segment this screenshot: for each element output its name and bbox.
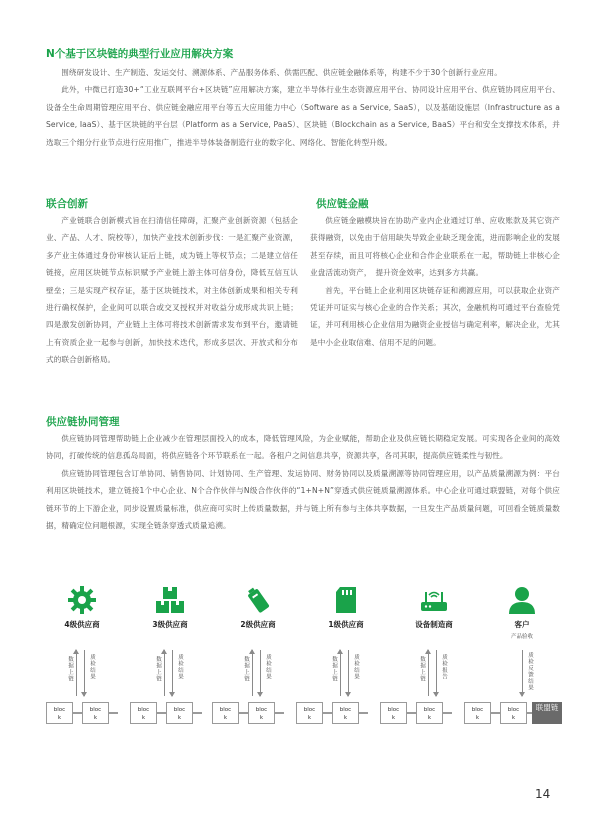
node-manufacturer [394,584,474,630]
arrow-up-icon [340,650,341,696]
boxes-icon [154,584,186,616]
joint-innovation-text: 产业链联合创新模式旨在扫清信任障碍，汇聚产业创新资源（包括企业、产品、人才、院校等），加快产业技术创新步伐：一是汇聚产业资源，多产业主体通过身份审核认证后上链，成为链上等权节点；二是建立信任链接，应用区块链节点标识赋予产业链上游主体可信身份，降低互信互认壁垒；三是实现产权存证，基于区块链技术，对主体创新成果和相关专利进行确权保护，企业间可以联合或交叉授权并对收益分成形成共识上链；四是激发创新协同，产业链上主体可将技术创新需求发布到平台，邀请链上有资质企业一起参与创新，加快技术迭代，形成多层次、开放式和分布式的联合创新格局。 [46,216,298,365]
node-label: 4级供应商 [64,620,100,629]
block: bloc k [380,702,407,724]
node-label: 设备制造商 [415,620,453,629]
flow-up-label: 数据上链 [67,656,73,682]
block: bloc k [296,702,323,724]
flow-manufacturer [416,650,456,696]
block: bloc k [130,702,157,724]
supply-chain-collab-block [46,430,560,534]
arrow-up-icon [76,650,77,696]
block: bloc k [248,702,275,724]
alliance-chain-label: 联盟链 [532,702,562,724]
node-customer [482,584,562,640]
arrow-down-icon [84,650,85,696]
node-label: 3级供应商 [152,620,188,629]
arrow-up-icon [252,650,253,696]
supply-chain-collab-text-2: 供应链协同管理包含订单协同、销售协同、计划协同、生产管理、发运协同、财务协同以及质量溯源等协同管理应用，以产品质量溯源为例：平台利用区块链技术，建立链接1个中心企业、N个合作伙伴与N级合作伙伴的“1+N+N”穿透式供应链质量溯源体系。中心企业可通过联盟链，对每个供应链环节的上下游企业，同步设置质量标准，供应商可实时上传质量数据，并与链上所有参与主体共享数据，一旦发生产品质量问题，可回看全链质量数据，精确定位问题根源，实现全链条穿透式质量追溯。 [46,468,560,531]
joint-innovation-block [46,212,298,369]
supply-chain-finance-block [310,212,560,351]
arrow-down-icon [436,650,437,696]
arrow-up-icon [428,650,429,696]
page-number: 14 [535,787,551,801]
flow-tier4 [64,650,104,696]
intro-block [46,64,560,151]
node-tier4 [42,584,122,630]
node-tier2 [218,584,298,630]
block: bloc k [416,702,443,724]
final-flow-label: 质检反馈结果 [527,652,533,691]
user-icon [506,584,538,616]
flow-customer [512,650,552,696]
node-label: 客户 [514,620,530,629]
flow-up-label: 数据上链 [419,656,425,682]
gear-icon [66,584,98,616]
supply-chain-finance-text-1: 供应链金融模块旨在协助产业内企业通过订单、应收账款及其它资产获得融资，以免由于信用缺失导致企业缺乏现金流，进而影响企业的发展甚至存续，而且可将核心企业和合作企业联系在一起，帮助链上非核心企业盘活流动资产， 提升资金效率，达到多方共赢。 [310,216,560,278]
section-title-supply-chain-finance: 供应链金融 [316,198,369,210]
supply-chain-finance-text-2: 首先，平台链上企业利用区块链存证和溯源应用，可以获取企业资产凭证并可证实与核心企业的合作关系；其次，金融机构可通过平台查验凭证，并可利用核心企业信用为融资企业授信与确定利率，解决企业，尤其是中小企业取信难、信用不足的问题。 [310,285,560,347]
arrow-down-icon [522,650,523,696]
flow-up-label: 数据上链 [331,656,337,682]
node-label: 1级供应商 [328,620,364,629]
block: bloc k [166,702,193,724]
block: bloc k [464,702,491,724]
arrow-up-icon [164,650,165,696]
flow-tier2 [240,650,280,696]
flow-tier1 [328,650,368,696]
node-tier3 [130,584,210,630]
block: bloc k [500,702,527,724]
customer-note: 产品验收 [510,634,533,640]
node-tier1 [306,584,386,630]
arrow-down-icon [172,650,173,696]
supply-chain-collab-text-1: 供应链协同管理帮助链上企业减少在管理层面投入的成本，降低管理风险，为企业赋能，帮助企业及供应链长期稳定发展。可实现各企业间的高效协同，打破传统的信息孤岛局面，将供应链各个环节联系在一起。各租户之间信息共享，资源共享，各司其职，提高供应链柔性与韧性。 [46,434,560,461]
flow-tier3 [152,650,192,696]
sd-card-icon [330,584,362,616]
block: bloc k [212,702,239,724]
flow-down-label: 质检结果 [265,654,271,680]
section-title-supply-chain-collab: 供应链协同管理 [46,416,120,428]
intro-paragraph-2: 此外，中微已打造30+“工业互联网平台+区块链”应用解决方案，建立半导体行业生态资源应用平台、协同设计应用平台、供应链协同应用平台、设备全生命周期管理应用平台、供应链金融应用平台等五大应用能力中心（Software as a Service, SaaS），以及基础设施层（Infrastructure as a Service, IaaS）、基于区块链的平台层（Platform as a Service, PaaS）、区块链（Blockchain as a Service, BaaS）平台和安全支撑技术体系，并选取三个细分行业节点进行应用推广，推进半导体装备制造行业的数字化、网络化、智能化转型升级。 [46,85,560,147]
battery-icon [242,584,274,616]
block: bloc k [46,702,73,724]
block: bloc k [82,702,109,724]
flow-down-label: 质检报告 [441,654,447,680]
section-title-joint-innovation: 联合创新 [46,198,88,210]
flow-up-label: 数据上链 [243,656,249,682]
section-title-main: N个基于区块链的典型行业应用解决方案 [46,48,234,60]
intro-paragraph-1: 围绕研发设计、生产制造、发运交付、溯源体系、产品服务体系、供需匹配、供应链金融体系等，构建不少于30个创新行业应用。 [61,68,502,77]
flow-down-label: 质检结果 [353,654,359,680]
node-label: 2级供应商 [240,620,276,629]
arrow-down-icon [348,650,349,696]
arrow-down-icon [260,650,261,696]
block: bloc k [332,702,359,724]
flow-down-label: 质检结果 [89,654,95,680]
flow-up-label: 数据上链 [155,656,161,682]
flow-down-label: 质检结果 [177,654,183,680]
router-icon [418,584,450,616]
blockchain-row [42,702,562,724]
traceability-diagram [42,574,562,724]
